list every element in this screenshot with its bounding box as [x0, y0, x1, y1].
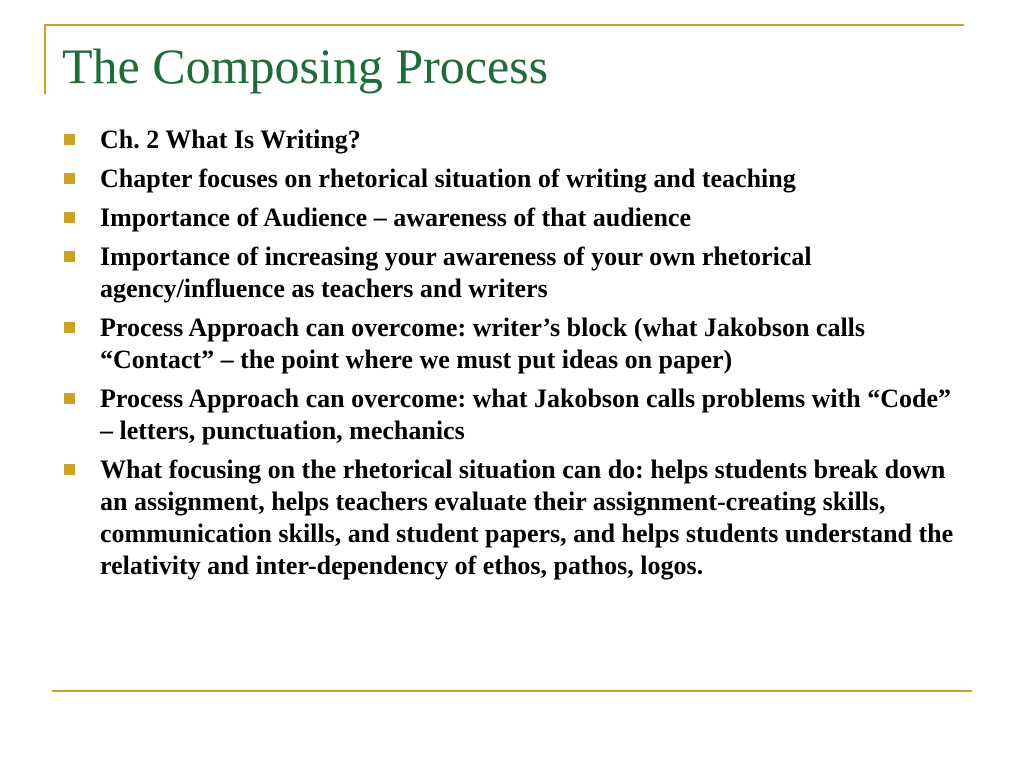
bullet-item: [64, 163, 954, 195]
bullet-item: [64, 124, 954, 156]
bullet-list: [64, 124, 954, 589]
square-bullet-icon: [64, 212, 75, 223]
square-bullet-icon: [64, 464, 75, 475]
bullet-item: [64, 454, 954, 582]
square-bullet-icon: [64, 134, 75, 145]
bullet-text: Importance of increasing your awareness of your own rhetorical agency/influence as teachers and writers: [100, 242, 812, 303]
bullet-text: Importance of Audience – awareness of that audience: [100, 203, 691, 232]
square-bullet-icon: [64, 251, 75, 262]
square-bullet-icon: [64, 322, 75, 333]
bullet-item: [64, 312, 954, 376]
bottom-border-line: [52, 690, 972, 692]
slide-title: The Composing Process: [62, 38, 549, 94]
bullet-item: [64, 383, 954, 447]
bullet-item: [64, 241, 954, 305]
bullet-text: Process Approach can overcome: what Jakobson calls problems with “Code” – letters, punctuation, mechanics: [100, 384, 952, 445]
left-border-line: [44, 24, 46, 94]
bullet-text: Ch. 2 What Is Writing?: [100, 125, 361, 154]
bullet-item: [64, 202, 954, 234]
top-border-line: [44, 24, 964, 26]
bullet-text: Chapter focuses on rhetorical situation of writing and teaching: [100, 164, 796, 193]
bullet-text: Process Approach can overcome: writer’s block (what Jakobson calls “Contact” – the point where we must put ideas on paper): [100, 313, 866, 374]
square-bullet-icon: [64, 393, 75, 404]
bullet-text: What focusing on the rhetorical situation can do: helps students break down an assignment, helps teachers evaluate their assignment-creating skills, communication skills, and student papers, and helps students understand the relativity and inter-dependency of ethos, pathos, logos.: [100, 455, 954, 580]
square-bullet-icon: [64, 173, 75, 184]
